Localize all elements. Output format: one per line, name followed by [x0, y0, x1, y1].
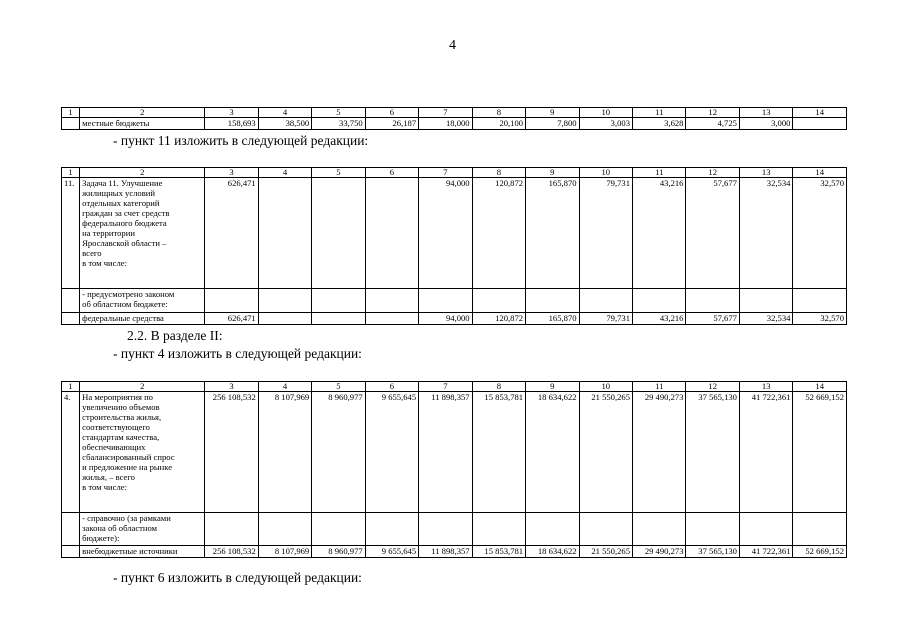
- column-header: 8: [472, 168, 525, 178]
- value-cell: [686, 289, 739, 313]
- value-cell: [312, 289, 365, 313]
- value-cell: 52 669,152: [793, 392, 847, 513]
- column-header: 13: [739, 108, 792, 118]
- value-cell: [472, 289, 525, 313]
- column-header: 5: [312, 168, 365, 178]
- column-header: 11: [633, 382, 686, 392]
- value-cell: 626,471: [205, 178, 258, 289]
- value-cell: [633, 513, 686, 546]
- column-header: 13: [739, 168, 792, 178]
- value-cell: 94,000: [419, 178, 472, 289]
- column-header: 10: [579, 108, 632, 118]
- value-cell: [258, 178, 311, 289]
- column-header: 12: [686, 382, 739, 392]
- value-cell: 3,000: [739, 118, 792, 130]
- value-cell: 11 898,357: [419, 546, 472, 558]
- row-description: [80, 118, 205, 130]
- value-cell: 43,216: [633, 178, 686, 289]
- column-header: 9: [526, 168, 579, 178]
- description-line: соответствующего: [82, 422, 150, 432]
- value-cell: [258, 513, 311, 546]
- value-cell: 158,693: [205, 118, 258, 130]
- value-cell: 8 107,969: [258, 546, 311, 558]
- value-cell: 9 655,645: [365, 392, 418, 513]
- value-cell: 21 550,265: [579, 392, 632, 513]
- description-line: На мероприятия по: [82, 392, 153, 402]
- table-header-row: [62, 108, 847, 118]
- value-cell: 3,628: [633, 118, 686, 130]
- table-row: [62, 118, 847, 130]
- value-cell: [312, 513, 365, 546]
- value-cell: 120,872: [472, 178, 525, 289]
- column-header: 8: [472, 382, 525, 392]
- value-cell: [793, 118, 847, 130]
- description-line: сбалансированный спрос: [82, 452, 175, 462]
- column-header: 7: [419, 382, 472, 392]
- value-cell: 15 853,781: [472, 546, 525, 558]
- value-cell: 32,534: [739, 178, 792, 289]
- column-header: 2: [80, 168, 205, 178]
- row-index: [62, 118, 80, 130]
- description-line: стандартам качества,: [82, 432, 160, 442]
- row-index: [62, 513, 80, 546]
- value-cell: 256 108,532: [205, 392, 258, 513]
- table-row: [62, 178, 847, 289]
- description-line: на территории: [82, 228, 135, 238]
- value-cell: [365, 289, 418, 313]
- description-line: федеральные средства: [82, 313, 164, 323]
- value-cell: 7,800: [526, 118, 579, 130]
- value-cell: [579, 513, 632, 546]
- value-cell: 37 565,130: [686, 546, 739, 558]
- column-header: 11: [633, 168, 686, 178]
- value-cell: 52 669,152: [793, 546, 847, 558]
- column-header: 5: [312, 382, 365, 392]
- value-cell: [793, 289, 847, 313]
- value-cell: [258, 289, 311, 313]
- column-header: 12: [686, 168, 739, 178]
- description-line: федерального бюджета: [82, 218, 167, 228]
- description-line: местные бюджеты: [82, 118, 150, 128]
- table-housing-measures: [61, 381, 847, 558]
- value-cell: 32,534: [739, 313, 792, 325]
- table-header-row: [62, 168, 847, 178]
- column-header: 6: [365, 382, 418, 392]
- column-header: 6: [365, 108, 418, 118]
- table-task-11: [61, 167, 847, 325]
- value-cell: 120,872: [472, 313, 525, 325]
- table-row: [62, 313, 847, 325]
- value-cell: 18 634,622: [526, 546, 579, 558]
- row-index: 4.: [62, 392, 80, 513]
- paragraph-section-2-2: 2.2. В разделе II:: [127, 328, 223, 343]
- paragraph-point-6: - пункт 6 изложить в следующей редакции:: [113, 570, 362, 585]
- value-cell: 41 722,361: [739, 392, 792, 513]
- value-cell: 79,731: [579, 178, 632, 289]
- column-header: 2: [80, 108, 205, 118]
- value-cell: 32,570: [793, 178, 847, 289]
- column-header: 12: [686, 108, 739, 118]
- value-cell: [633, 289, 686, 313]
- value-cell: 33,750: [312, 118, 365, 130]
- value-cell: 41 722,361: [739, 546, 792, 558]
- value-cell: [419, 513, 472, 546]
- value-cell: [205, 513, 258, 546]
- value-cell: 9 655,645: [365, 546, 418, 558]
- column-header: 11: [633, 108, 686, 118]
- value-cell: [365, 513, 418, 546]
- description-line: в том числе:: [82, 258, 127, 268]
- description-line: строительства жилья,: [82, 412, 162, 422]
- description-line: закона об областном: [82, 523, 158, 533]
- description-line: обеспечивающих: [82, 442, 146, 452]
- column-header: 13: [739, 382, 792, 392]
- value-cell: 57,677: [686, 313, 739, 325]
- column-header: 3: [205, 168, 258, 178]
- column-header: 4: [258, 168, 311, 178]
- description-line: жилья, – всего: [82, 472, 135, 482]
- column-header: 2: [80, 382, 205, 392]
- value-cell: [739, 513, 792, 546]
- value-cell: 43,216: [633, 313, 686, 325]
- value-cell: 29 490,273: [633, 392, 686, 513]
- paragraph-point-4: - пункт 4 изложить в следующей редакции:: [113, 346, 362, 361]
- row-description: [80, 313, 205, 325]
- value-cell: 165,870: [526, 313, 579, 325]
- column-header: 4: [258, 382, 311, 392]
- value-cell: 18,000: [419, 118, 472, 130]
- column-header: 9: [526, 382, 579, 392]
- value-cell: [312, 313, 365, 325]
- column-header: 1: [62, 108, 80, 118]
- value-cell: 20,100: [472, 118, 525, 130]
- row-description: [80, 392, 205, 513]
- value-cell: [365, 313, 418, 325]
- value-cell: 11 898,357: [419, 392, 472, 513]
- description-line: и предложение на рынке: [82, 462, 173, 472]
- value-cell: [526, 513, 579, 546]
- value-cell: [526, 289, 579, 313]
- value-cell: 37 565,130: [686, 392, 739, 513]
- description-line: Ярославской области –: [82, 238, 167, 248]
- value-cell: [312, 178, 365, 289]
- row-description: [80, 178, 205, 289]
- row-index: [62, 289, 80, 313]
- value-cell: 21 550,265: [579, 546, 632, 558]
- value-cell: [793, 513, 847, 546]
- value-cell: 256 108,532: [205, 546, 258, 558]
- description-line: граждан за счет средств: [82, 208, 170, 218]
- column-header: 9: [526, 108, 579, 118]
- value-cell: 57,677: [686, 178, 739, 289]
- description-line: всего: [82, 248, 102, 258]
- value-cell: 4,725: [686, 118, 739, 130]
- description-line: Задача 11. Улучшение: [82, 178, 163, 188]
- value-cell: 38,500: [258, 118, 311, 130]
- column-header: 5: [312, 108, 365, 118]
- table-row: [62, 392, 847, 513]
- value-cell: [472, 513, 525, 546]
- description-line: увеличению объемов: [82, 402, 160, 412]
- value-cell: [205, 289, 258, 313]
- table-row: [62, 546, 847, 558]
- paragraph-point-11: - пункт 11 изложить в следующей редакции:: [113, 133, 369, 148]
- column-header: 10: [579, 382, 632, 392]
- value-cell: [739, 289, 792, 313]
- value-cell: 8 960,977: [312, 546, 365, 558]
- column-header: 6: [365, 168, 418, 178]
- description-line: - справочно (за рамками: [82, 513, 171, 523]
- value-cell: 18 634,622: [526, 392, 579, 513]
- value-cell: [419, 289, 472, 313]
- column-header: 14: [793, 382, 847, 392]
- page-number: 4: [449, 38, 456, 53]
- column-header: 3: [205, 382, 258, 392]
- column-header: 4: [258, 108, 311, 118]
- column-header: 14: [793, 168, 847, 178]
- value-cell: [365, 178, 418, 289]
- value-cell: 165,870: [526, 178, 579, 289]
- description-line: в том числе:: [82, 482, 127, 492]
- description-line: внебюджетные источники: [82, 546, 178, 556]
- value-cell: 3,003: [579, 118, 632, 130]
- value-cell: 26,187: [365, 118, 418, 130]
- row-description: [80, 513, 205, 546]
- table-header-row: [62, 382, 847, 392]
- column-header: 3: [205, 108, 258, 118]
- column-header: 8: [472, 108, 525, 118]
- description-line: бюджете):: [82, 533, 120, 543]
- column-header: 7: [419, 108, 472, 118]
- value-cell: 8 960,977: [312, 392, 365, 513]
- value-cell: 79,731: [579, 313, 632, 325]
- row-index: 11.: [62, 178, 80, 289]
- column-header: 14: [793, 108, 847, 118]
- column-header: 1: [62, 382, 80, 392]
- value-cell: 94,000: [419, 313, 472, 325]
- column-header: 10: [579, 168, 632, 178]
- value-cell: [258, 313, 311, 325]
- row-index: [62, 546, 80, 558]
- value-cell: 29 490,273: [633, 546, 686, 558]
- value-cell: [686, 513, 739, 546]
- row-index: [62, 313, 80, 325]
- value-cell: 626,471: [205, 313, 258, 325]
- value-cell: 15 853,781: [472, 392, 525, 513]
- value-cell: [579, 289, 632, 313]
- column-header: 1: [62, 168, 80, 178]
- column-header: 7: [419, 168, 472, 178]
- table-row: [62, 513, 847, 546]
- value-cell: 8 107,969: [258, 392, 311, 513]
- row-description: [80, 546, 205, 558]
- description-line: - предусмотрено законом: [82, 289, 175, 299]
- row-description: [80, 289, 205, 313]
- value-cell: 32,570: [793, 313, 847, 325]
- description-line: жилищных условий: [82, 188, 155, 198]
- description-line: об областном бюджете:: [82, 299, 168, 309]
- table-row: [62, 289, 847, 313]
- description-line: отдельных категорий: [82, 198, 160, 208]
- table-local-budgets: [61, 107, 847, 130]
